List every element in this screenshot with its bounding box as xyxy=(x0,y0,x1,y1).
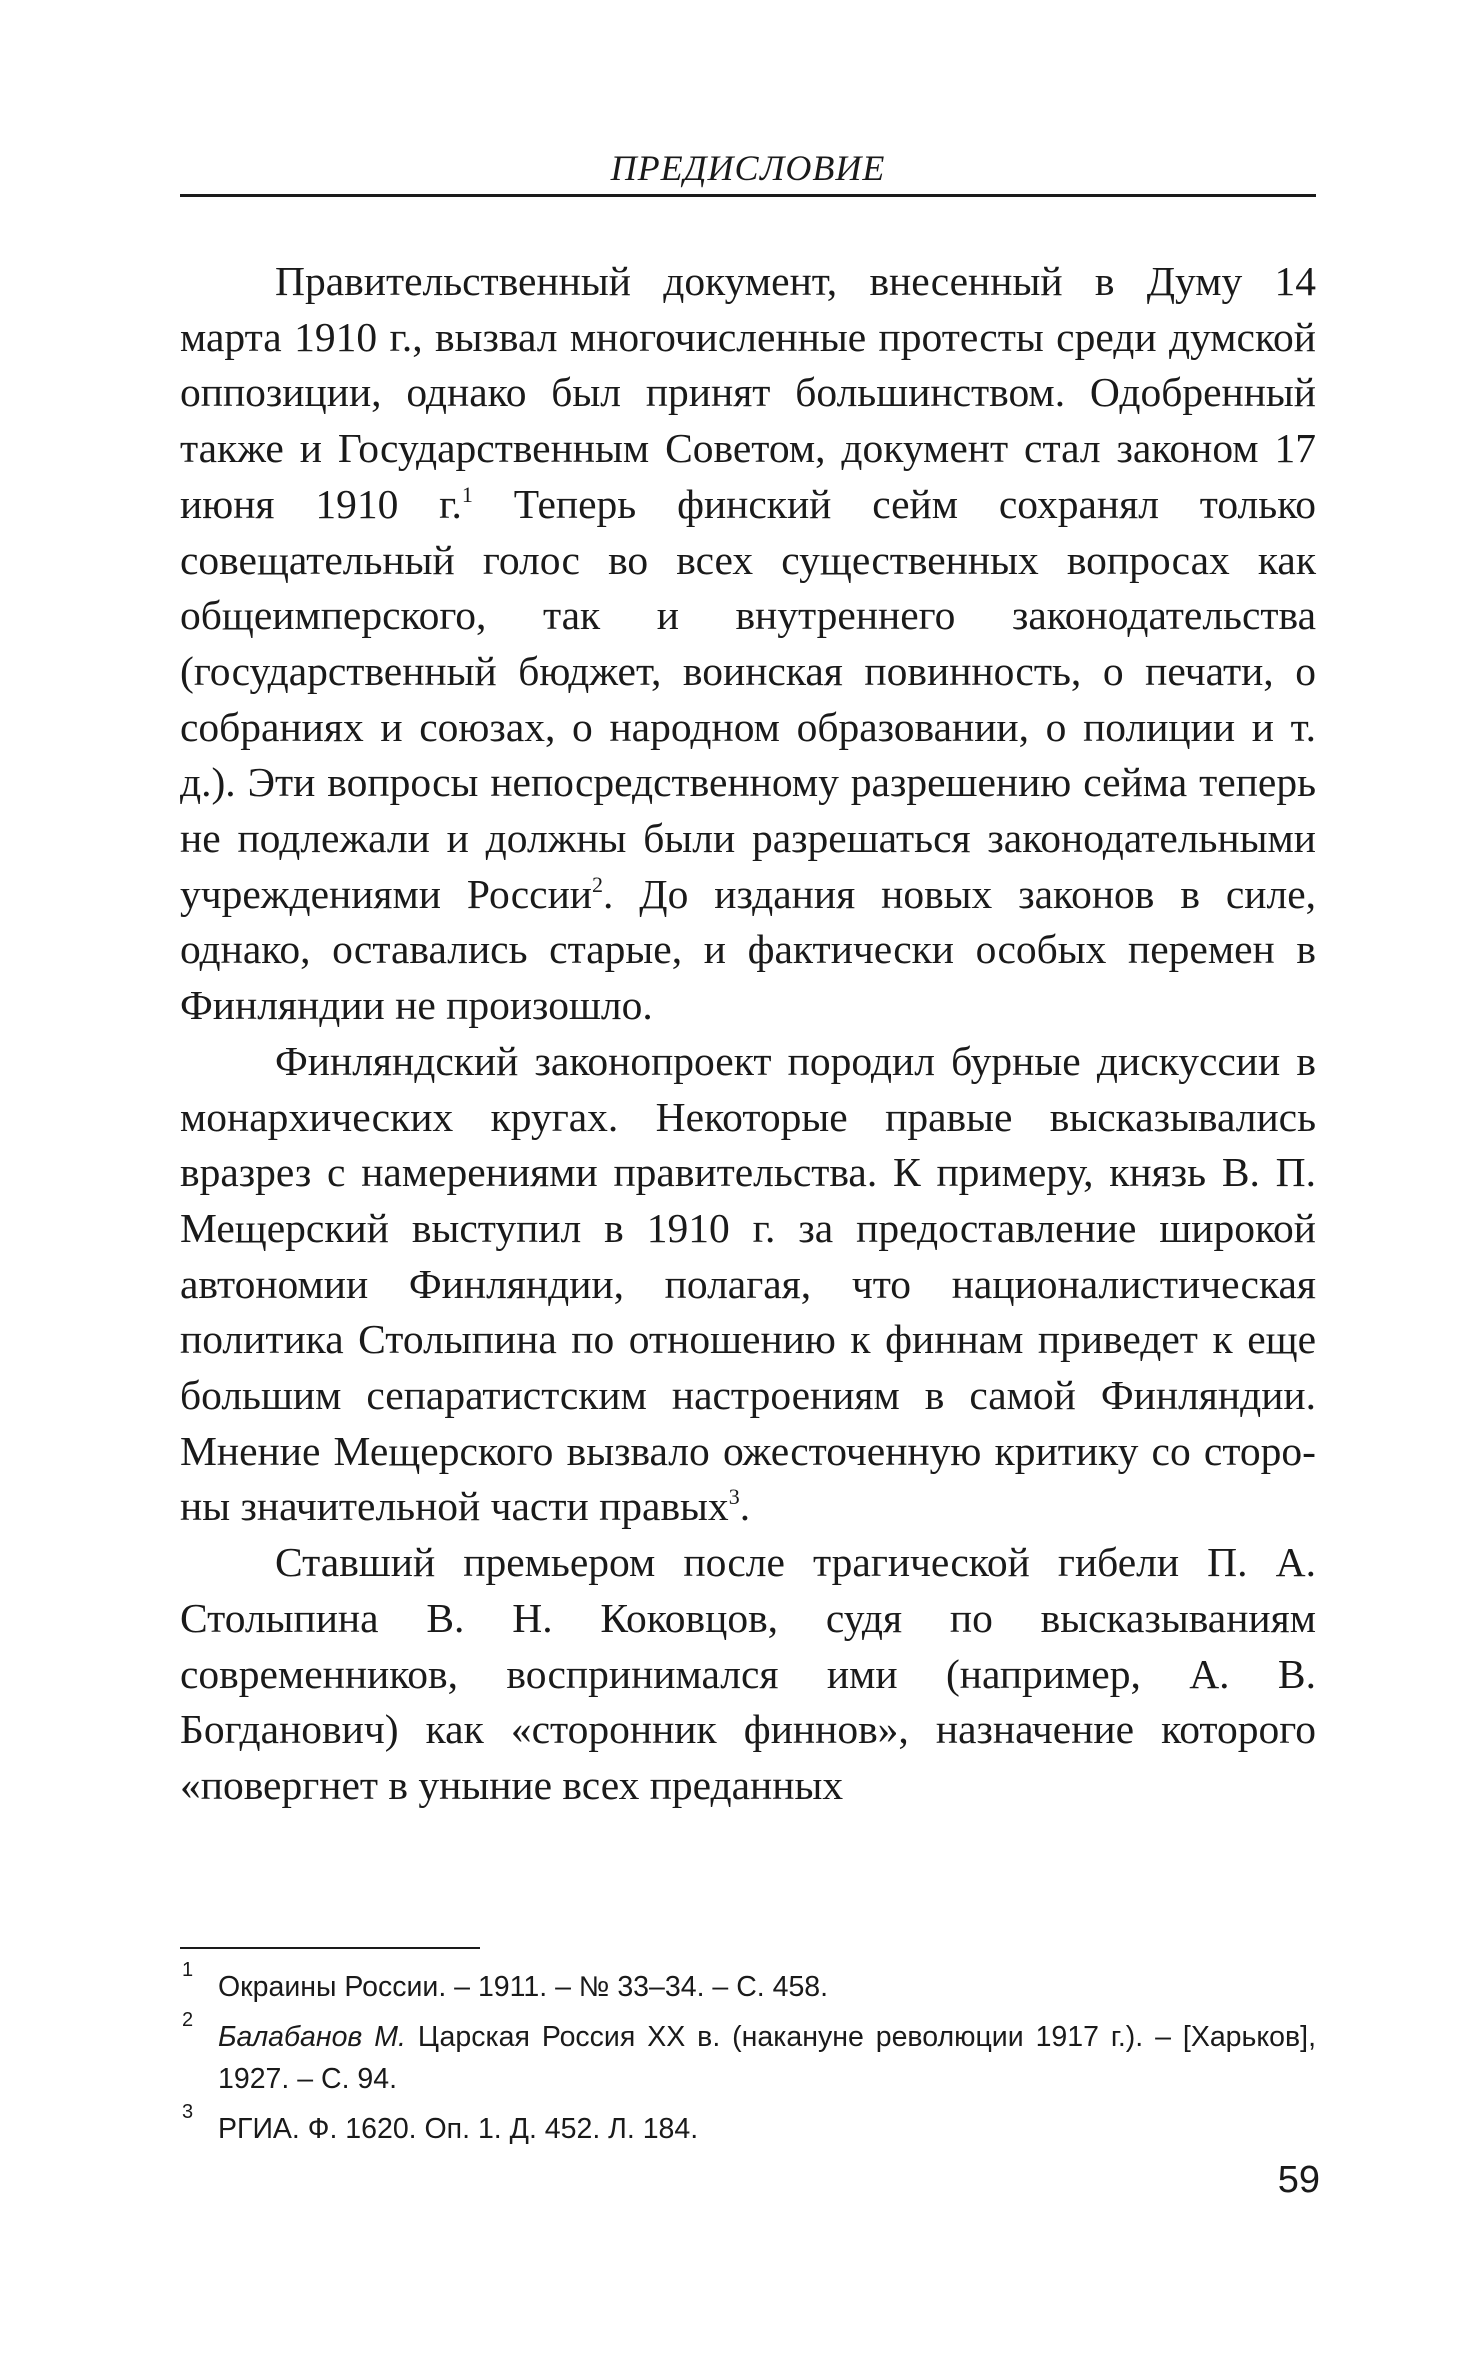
paragraph-2-part-b: . xyxy=(739,1483,751,1530)
paragraph-1-part-c: . До издания новых законов в силе, однако, оставались старые, и фактически особых перемен в Финляндии не произошло. xyxy=(180,870,1316,1029)
footnote-3 xyxy=(180,2101,1316,2150)
paragraph-3-text: Ставший премьером после трагической гибели П. А. Столыпина В. Н. Коковцов, судя по высказываниям современников, воспринимался ими (например, А. В. Богданович) как «сторонник финнов», назначение которого «повергнет в уныние всех преданных xyxy=(180,1539,1316,1808)
paragraph-3 xyxy=(180,1535,1316,1814)
footnotes xyxy=(180,1959,1316,2158)
footnote-text: Окраины России. – 1911. – № 33–34. – С. 458. xyxy=(218,1971,829,2003)
footnote-ref-3: 3 xyxy=(728,1484,740,1510)
footnote-author: Балабанов М. xyxy=(218,2021,406,2053)
header-rule xyxy=(180,194,1316,197)
footnote-2 xyxy=(180,2009,1316,2100)
running-head: ПРЕДИСЛОВИЕ xyxy=(610,148,886,188)
footnote-mark: 1 xyxy=(182,1959,194,1981)
paragraph-1 xyxy=(180,254,1316,1034)
paragraph-2-part-a: Финляндский законопроект породил бурные дискуссии в монархических кругах. Некоторые правые высказывались вразрез с намерениями правительства. К примеру, князь В. П. Мещерский выступил в 1910 г. за предоставление широкой автономии Финляндии, полагая, что националистическая политика Столыпина по отношению к финнам приведет к еще большим сепаратистским настроениям в самой Финляндии. Мнение Мещерского вызвало ожесточенную критику со стороны значительной части правых xyxy=(180,1037,1316,1530)
footnote-text: РГИА. Ф. 1620. Оп. 1. Д. 452. Л. 184. xyxy=(218,2113,699,2145)
footnote-1 xyxy=(180,1959,1316,2008)
page-number: 59 xyxy=(1277,2159,1320,2201)
footnote-separator xyxy=(180,1947,480,1949)
main-text xyxy=(180,254,1316,1814)
paragraph-2 xyxy=(180,1034,1316,1535)
footnote-ref-2: 2 xyxy=(592,871,603,897)
footnote-text: Царская Россия XX в. (накануне революции 1917 г.). – [Харьков], 1927. – С. 94. xyxy=(218,2021,1316,2095)
paragraph-1-part-b: Теперь финский сейм сохранял только совещательный голос во всех существенных вопросах как общеимперского, так и внутреннего законодательства (государственный бюджет, воинская повинность, о печати, о собраниях и союзах, о народном образовании, о полиции и т. д.). Эти вопросы непосредственному разрешению сейма теперь не подлежали и должны были разрешаться законодательными учреждениями России xyxy=(180,480,1316,917)
footnote-mark: 2 xyxy=(182,2009,194,2031)
paragraph-1-part-a: Правительственный документ, внесенный в Думу 14 марта 1910 г., вызвал многочисленные протесты среди думской оппозиции, однако был принят большинством. Одобренный также и Государственным Советом, документ стал законом 17 июня 1910 г. xyxy=(180,258,1316,527)
footnote-mark: 3 xyxy=(182,2101,194,2123)
footnote-ref-1: 1 xyxy=(461,481,473,507)
